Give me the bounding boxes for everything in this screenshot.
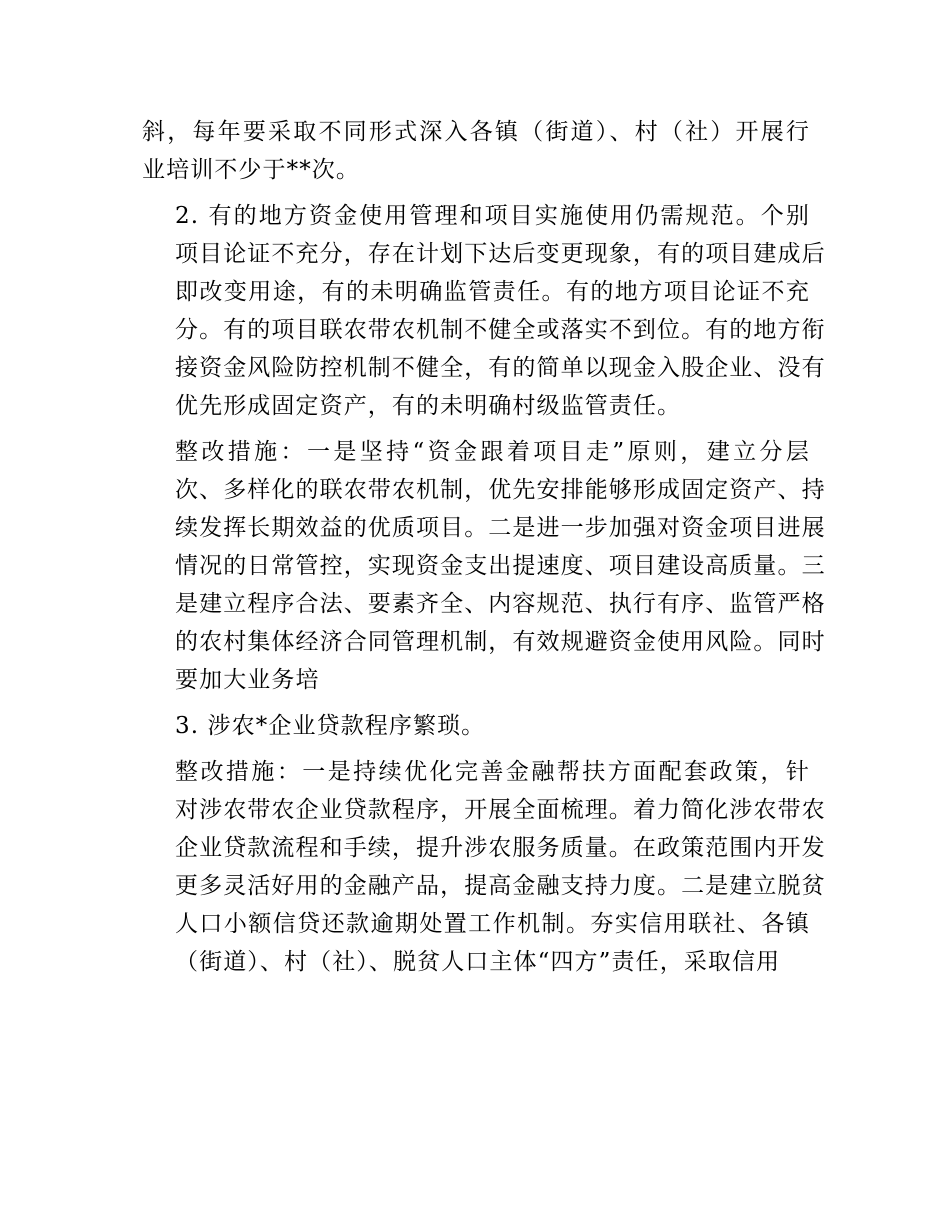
paragraph-line: （街道）、村（社）、脱贫人口主体“四方”责任，采取信用 (175, 949, 781, 975)
paragraph-line: 接资金风险防控机制不健全，有的简单以现金入股企业、没有 (175, 355, 826, 381)
paragraph-line: 整改措施：一是坚持“资金跟着项目走”原则，建立分层 (175, 439, 810, 465)
paragraph-line: 续发挥长期效益的优质项目。二是进一步加强对资金项目进展 (175, 515, 826, 541)
paragraph-line: 优先形成固定资产，有的未明确村级监管责任。 (175, 393, 682, 419)
paragraph-line: 情况的日常管控，实现资金支出提速度、项目建设高质量。三 (175, 553, 826, 579)
paragraph-line: 3. 涉农*企业贷款程序繁琐。 (175, 713, 486, 739)
document-body (142, 113, 826, 989)
paragraph-4 (142, 707, 810, 745)
paragraph-line: 对涉农带农企业贷款程序，开展全面梳理。着力简化涉农带农 (175, 797, 826, 823)
paragraph-line: 整改措施：一是持续优化完善金融帮扶方面配套政策，针 (175, 759, 810, 785)
paragraph-line: 是建立程序合法、要素齐全、内容规范、执行有序、监管严格 (175, 591, 826, 617)
paragraph-line: 更多灵活好用的金融产品，提高金融支持力度。二是建立脱贫 (175, 873, 826, 899)
paragraph-line: 斜，每年要采取不同形式深入各镇（街道）、村（社）开展行 (142, 119, 810, 145)
paragraph-line: 业培训不少于**次。 (142, 157, 360, 183)
paragraph-line: 企业贷款流程和手续，提升涉农服务质量。在政策范围内开发 (175, 835, 826, 861)
paragraph-line: 2. 有的地方资金使用管理和项目实施使用仍需规范。个别 (175, 203, 810, 229)
paragraph-line: 要加大业务培 (175, 667, 320, 693)
paragraph-line: 的农村集体经济合同管理机制，有效规避资金使用风险。同时 (175, 629, 826, 655)
paragraph-2 (142, 197, 826, 425)
paragraph-line: 分。有的项目联农带农机制不健全或落实不到位。有的地方衔 (175, 317, 826, 343)
paragraph-5 (142, 753, 826, 981)
paragraph-1 (142, 113, 810, 189)
paragraph-line: 人口小额信贷还款逾期处置工作机制。夯实信用联社、各镇 (175, 911, 810, 937)
paragraph-line: 即改变用途，有的未明确监管责任。有的地方项目论证不充 (175, 279, 810, 305)
paragraph-line: 次、多样化的联农带农机制，优先安排能够形成固定资产、持 (175, 477, 826, 503)
paragraph-line: 项目论证不充分，存在计划下达后变更现象，有的项目建成后 (175, 241, 826, 267)
paragraph-3 (142, 433, 826, 699)
